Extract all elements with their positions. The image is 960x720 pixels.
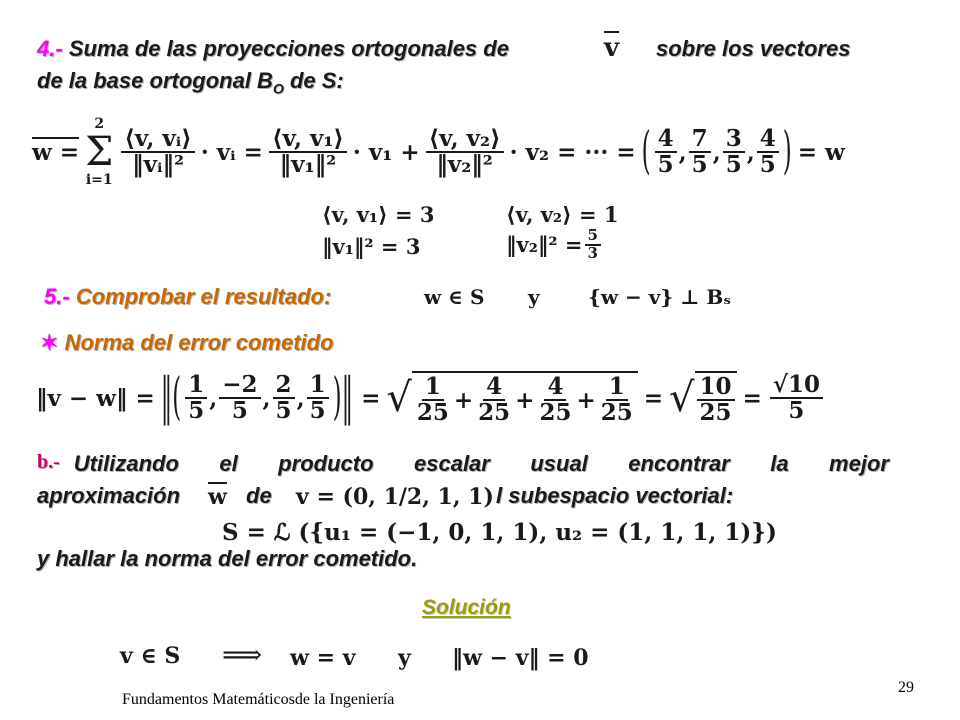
- dot-v2: · v₂ = ··· =: [509, 138, 636, 166]
- sq-frac-2: [475, 372, 513, 426]
- result-frac-3: [723, 124, 745, 178]
- solution-y: y: [398, 645, 411, 671]
- page-number: 29: [898, 679, 914, 696]
- result-1-den: 5: [657, 151, 674, 178]
- close-paren: ): [782, 123, 792, 181]
- section4-line2-end: de S:: [289, 68, 344, 93]
- term-1-num: ⟨v, v₁⟩: [269, 127, 347, 153]
- solution-v-in-s: v ∈ S: [120, 643, 181, 669]
- sq-2-den: 25: [478, 399, 511, 426]
- sqrt-body-2: [695, 371, 737, 425]
- norm-lhs: ‖v − w‖ =: [36, 384, 155, 412]
- inner-product-1: ⟨v, v₁⟩ = 3: [322, 202, 435, 227]
- sqrt-sign-1: √: [386, 375, 412, 421]
- w-symbol: $\overline{w}$: [208, 484, 227, 510]
- solution-norm-zero: ‖w − v‖ = 0: [452, 645, 589, 671]
- fraction-term-i: [121, 124, 194, 178]
- final-frac: [770, 370, 823, 424]
- fraction-term-1: [269, 124, 347, 178]
- vec-4-den: 5: [309, 397, 326, 424]
- sq-3-den: 25: [539, 399, 572, 426]
- vec-2-den: 5: [231, 397, 248, 424]
- norm-squared-2: [506, 228, 603, 262]
- section4-line2-text: de la base ortogonal B: [37, 68, 273, 93]
- and-y: y: [528, 285, 540, 309]
- section-b-line1-text: Utilizando el producto escalar usual encontrar la mejor: [73, 451, 889, 476]
- norm-close: )‖: [332, 369, 354, 427]
- formula-lhs: w =: [32, 138, 80, 166]
- v-symbol: $\overline{v}$: [604, 33, 620, 63]
- vec-frac-3: [273, 370, 295, 424]
- sq-3-num: 4: [544, 375, 566, 401]
- term-2-num: ⟨v, v₂⟩: [426, 127, 504, 153]
- sq2-den: 25: [699, 399, 732, 426]
- section-b-label: b.-: [37, 451, 60, 473]
- dot-v1: · v₁ +: [352, 138, 420, 166]
- sq-1-den: 25: [416, 399, 449, 426]
- formula-rhs: = w: [797, 138, 845, 166]
- sum-upper: 2: [94, 116, 105, 132]
- result-frac-2: [689, 124, 711, 178]
- sq2-num: 10: [697, 375, 735, 401]
- footer-course: Fundamentos Matemáticosde la Ingeniería: [122, 691, 395, 708]
- section-b-w: [208, 484, 227, 510]
- section4-number: 4.-: [37, 36, 63, 61]
- vec-2-num: −2: [219, 373, 260, 399]
- sq-2-num: 4: [483, 375, 505, 401]
- vector-v-inline: [598, 33, 625, 63]
- result-3-den: 5: [725, 151, 742, 178]
- sum-lower: i=1: [85, 172, 113, 188]
- norm-formula: ‖v − w‖ = ‖( $\frac{1}{5}$ , $\frac{-2}{5}$ , $\frac{2}{5}$ , $\frac{1}{5}$ )‖ = √ $\frac{1}{25}$ + $\frac{4}{25}$ + $\frac{4}{25}$ + $\frac{1}{25}$ = √ $\frac{10}{25}$ = $\frac{√10}{5}$: [36, 358, 825, 438]
- inner-product-2: ⟨v, v₂⟩ = 1: [506, 202, 619, 227]
- section5-heading: [44, 284, 331, 310]
- projection-formula: w = 2 Σ i=1 $\frac{\text{⟨v, vᵢ⟩}}{\text{‖vᵢ‖²}}$ · vᵢ = $\frac{\text{⟨v, v₁⟩}}{\text{‖v₁‖²}}$ · v₁ + $\frac{\text{⟨v, v₂⟩}}{\text{‖v₂‖²}}$ · v₂ = ··· = ( $\frac{4}{5}$ , $\frac{7}{5}$ , $\frac{3}{5}$ , $\frac{4}{5}$ ) = w: [32, 116, 845, 188]
- result-frac-4: [757, 124, 779, 178]
- sq-4-den: 25: [600, 399, 633, 426]
- condition-w-in-s: w ∈ S: [424, 285, 485, 309]
- solution-w-eq-v: w = v: [290, 645, 356, 671]
- section4-subscript: O: [272, 80, 284, 97]
- final-den: 5: [788, 397, 805, 424]
- sq-frac-1: [414, 372, 452, 426]
- sq-frac-3: [536, 372, 574, 426]
- norma-title: Norma del error cometido: [64, 330, 334, 355]
- implies-arrow: ⟹: [222, 638, 263, 671]
- norm2-num: 5: [585, 228, 601, 246]
- term-i-den: ‖vᵢ‖²: [132, 151, 185, 178]
- sq-frac-4: [598, 372, 636, 426]
- section-b-subespacio: l subespacio vectorial:: [496, 483, 734, 508]
- subspace-definition: S = ℒ ({u₁ = (−1, 0, 1, 1), u₂ = (1, 1, 1, 1)}): [218, 519, 781, 546]
- vec-3-num: 2: [273, 373, 295, 399]
- sigma-symbol: Σ: [85, 129, 114, 175]
- section4-line2: [37, 68, 344, 96]
- norm-squared-1: ‖v₁‖² = 3: [322, 234, 421, 259]
- term-i-num: ⟨v, vᵢ⟩: [121, 127, 194, 153]
- section5-number: 5.-: [44, 284, 70, 309]
- result-2-den: 5: [691, 151, 708, 178]
- result-4-num: 4: [757, 127, 779, 153]
- condition-orthogonal: {w − v} ⊥ Bₛ: [588, 285, 732, 309]
- term-2-den: ‖v₂‖²: [436, 151, 493, 178]
- vector-v-def: v = (0, 1/2, 1, 1): [296, 484, 494, 510]
- section-b-aprox: aproximación: [37, 483, 181, 508]
- section-b-de: de: [246, 483, 272, 508]
- vec-3-den: 5: [275, 397, 292, 424]
- section4-text: Suma de las proyecciones ortogonales de: [68, 36, 509, 61]
- section5-text: Comprobar el resultado:: [75, 284, 332, 309]
- term-1-den: ‖v₁‖²: [279, 151, 337, 178]
- norm2-den: 3: [587, 243, 598, 262]
- result-frac-1: [655, 124, 677, 178]
- star-icon: ✶: [40, 330, 59, 355]
- sqrt-body-1: $\frac{1}{25}$ + $\frac{4}{25}$ + $\frac{4}{25}$ + $\frac{1}{25}$: [412, 371, 638, 425]
- fraction-term-2: [426, 124, 504, 178]
- vec-1-den: 5: [188, 397, 205, 424]
- sq-4-num: 1: [606, 375, 628, 401]
- result-2-num: 7: [689, 127, 711, 153]
- section-b-line3: y hallar la norma del error cometido.: [37, 546, 418, 571]
- result-3-num: 3: [723, 127, 745, 153]
- vec-frac-2: [219, 370, 260, 424]
- vec-frac-1: [185, 370, 207, 424]
- section-b-line1: [37, 451, 889, 477]
- vec-1-num: 1: [185, 373, 207, 399]
- dot-vi: · vᵢ =: [200, 138, 263, 166]
- sqrt-sign-2: √: [669, 375, 695, 421]
- section4-line1-end: sobre los vectores: [656, 36, 851, 61]
- final-num: √10: [770, 373, 823, 399]
- vec-4-num: 1: [307, 373, 329, 399]
- open-paren: (: [641, 123, 651, 181]
- result-1-num: 4: [655, 127, 677, 153]
- solucion-link[interactable]: Solución: [422, 596, 511, 619]
- section4-line1: [37, 36, 509, 62]
- norm-open: ‖(: [160, 369, 182, 427]
- norm2-lhs: ‖v₂‖² =: [506, 232, 583, 258]
- norm2-frac: [585, 228, 601, 262]
- sq2-frac: [697, 372, 735, 426]
- norma-heading: [40, 330, 334, 356]
- sq-1-num: 1: [422, 375, 444, 401]
- summation: [85, 116, 113, 188]
- vec-frac-4: [307, 370, 329, 424]
- result-4-den: 5: [759, 151, 776, 178]
